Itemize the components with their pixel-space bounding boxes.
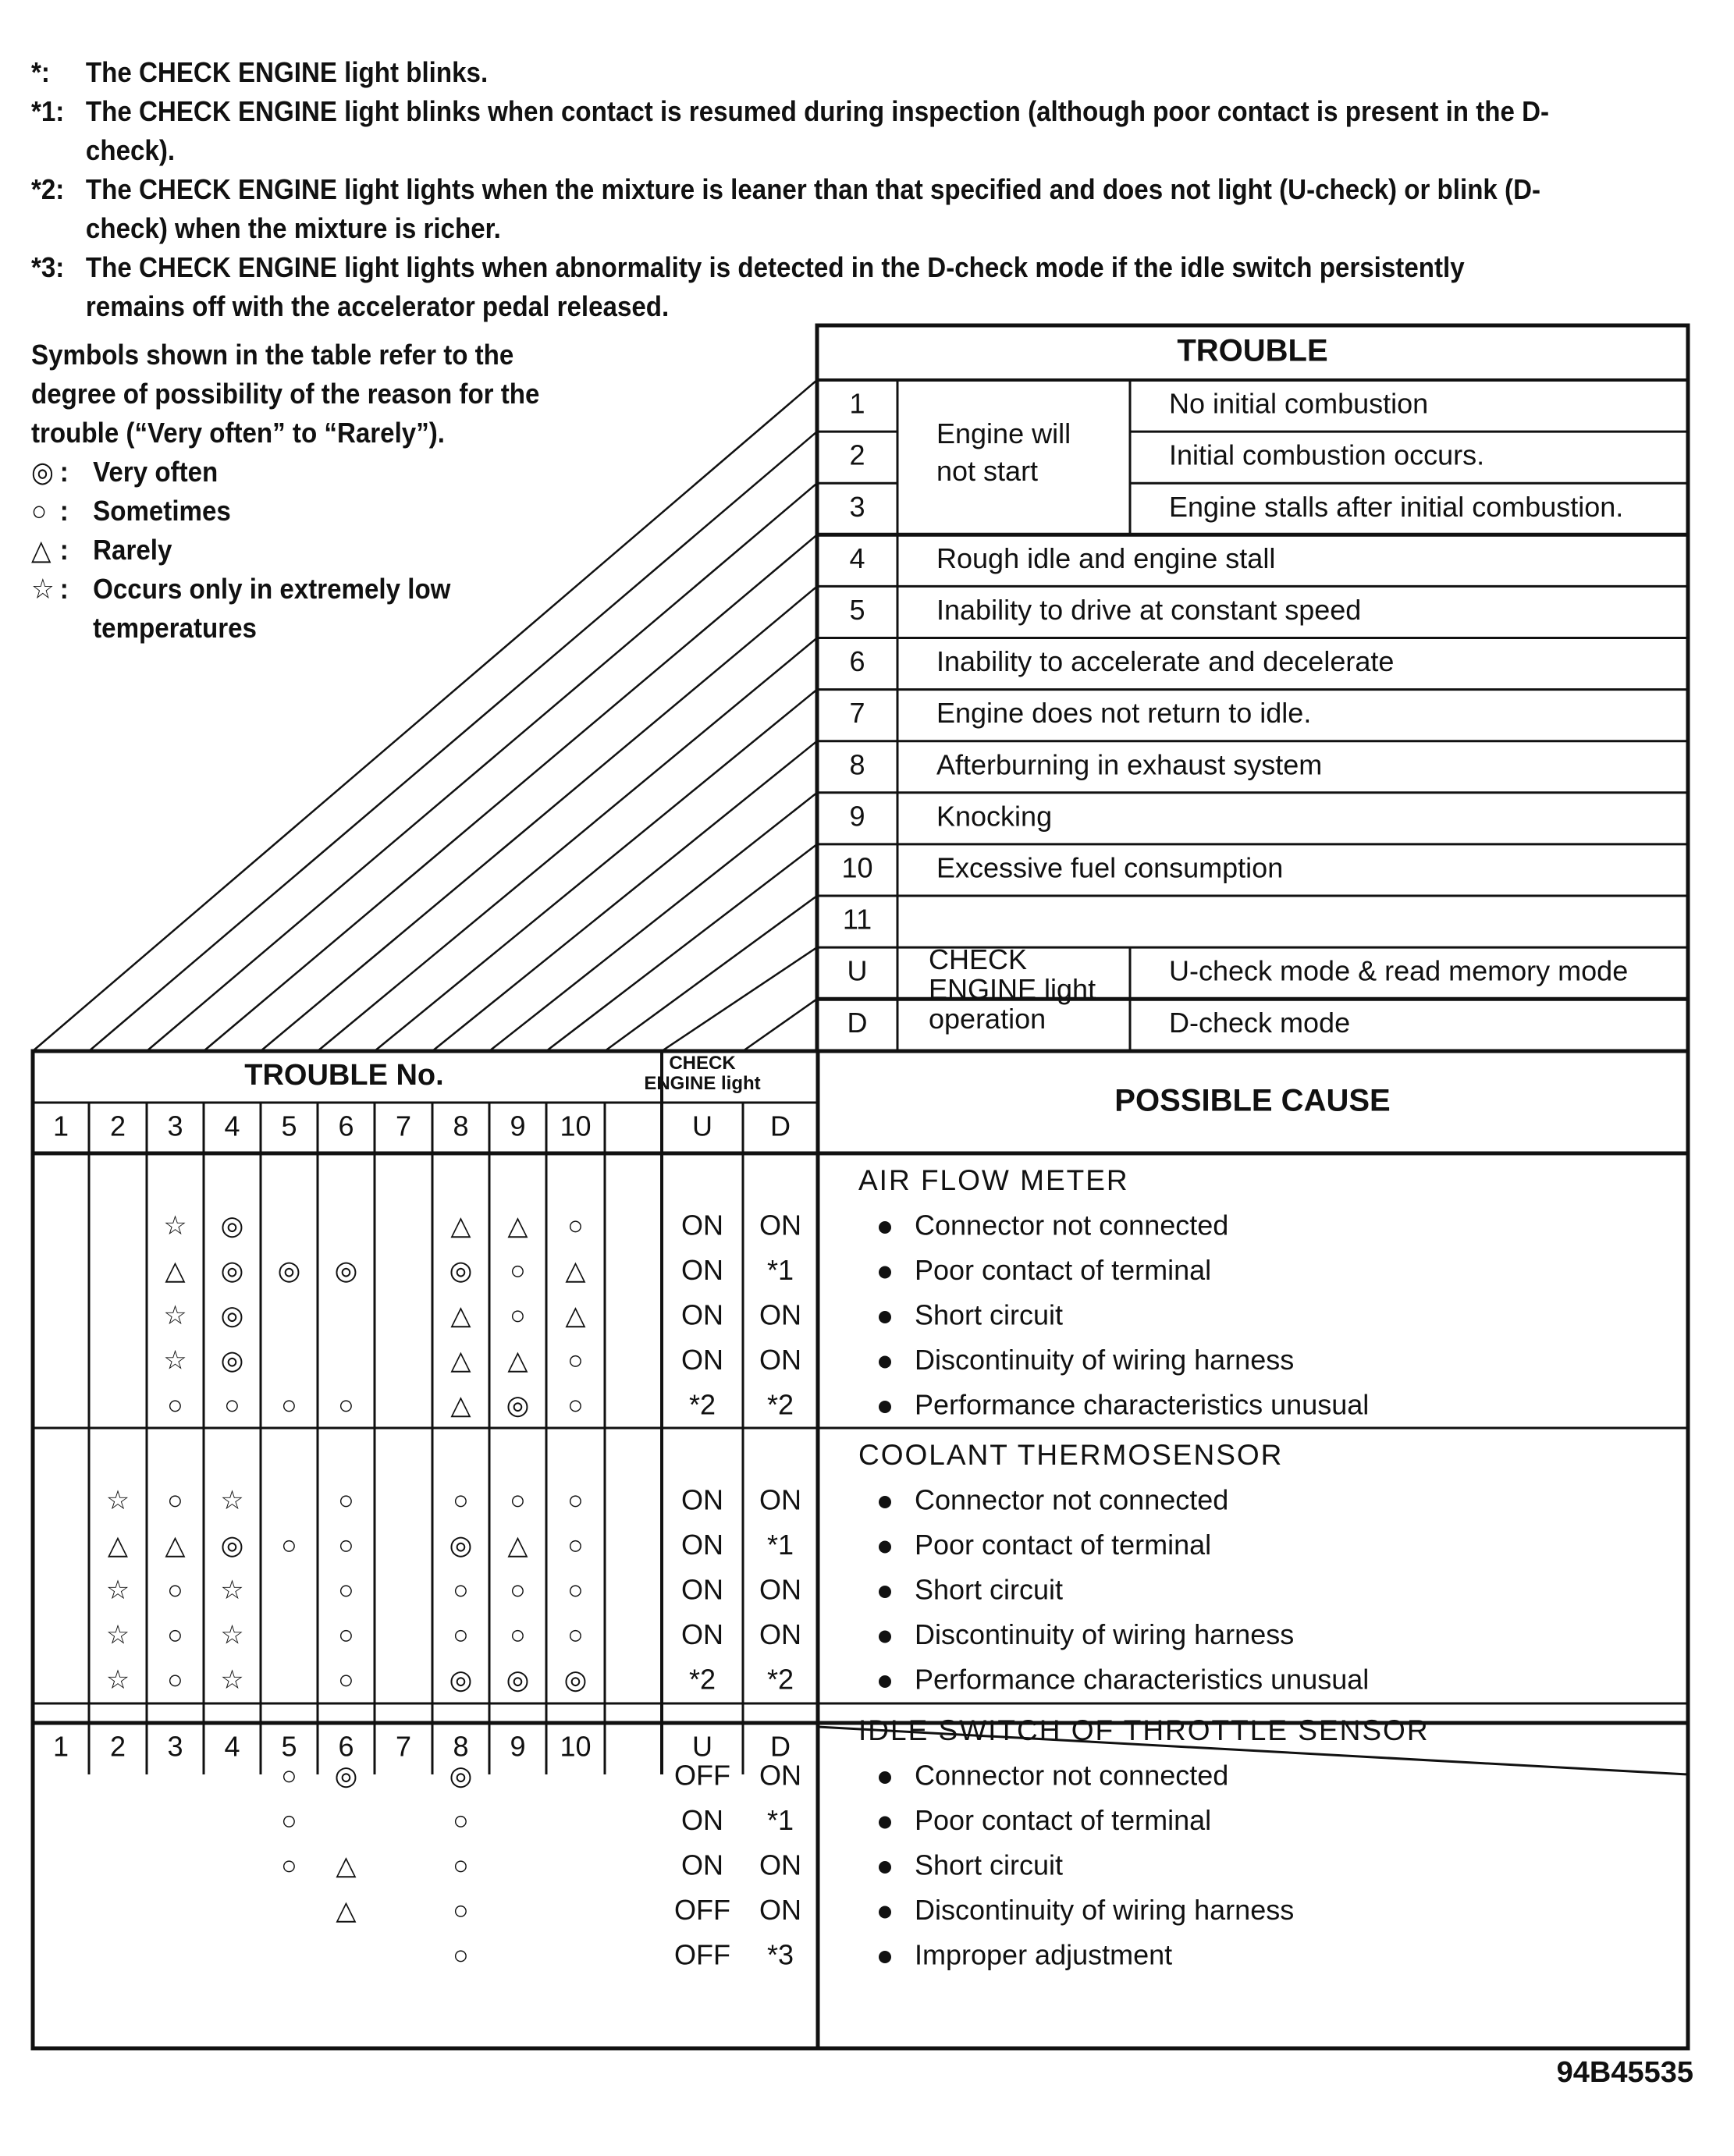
column-footer: 5 xyxy=(281,1730,297,1763)
possible-cause-item: Performance characteristics unusual xyxy=(915,1663,1370,1696)
possibility-mark-icon: ○ xyxy=(567,1485,584,1515)
footnote-text: The CHECK ENGINE light blinks when contact is resumed during inspection (although poor contact is present in the D-check). xyxy=(85,95,1550,166)
possibility-mark-icon: ○ xyxy=(453,1620,469,1650)
column-header: 6 xyxy=(338,1110,354,1142)
footnote-text: The CHECK ENGINE light lights when the mixture is leaner than that specified and does not light (U-check) or blink (D-check) when the mixture is richer. xyxy=(85,173,1541,244)
u-check-value: ON xyxy=(681,1618,723,1651)
possibility-mark-icon: △ xyxy=(450,1210,471,1241)
column-header: 5 xyxy=(281,1110,297,1142)
possibility-mark-icon: ☆ xyxy=(220,1620,244,1650)
trouble-number: 3 xyxy=(849,490,865,523)
d-check-value: *1 xyxy=(766,1529,794,1561)
column-footer: 1 xyxy=(52,1730,69,1763)
possibility-mark-icon: ○ xyxy=(453,1575,469,1605)
possible-cause-item: Connector not connected xyxy=(915,1759,1229,1792)
diagonal-leader xyxy=(375,690,817,1051)
possible-cause-header: POSSIBLE CAUSE xyxy=(1114,1083,1391,1118)
possibility-mark-icon: ☆ xyxy=(163,1210,187,1241)
diagonal-leader xyxy=(432,741,817,1051)
trouble-title: TROUBLE xyxy=(1177,333,1328,368)
footnote-text: The CHECK ENGINE light lights when abnormality is detected in the D-check mode if the idle switch persistently remains off with the accelerator pedal released. xyxy=(85,251,1465,322)
column-footer: 10 xyxy=(560,1730,592,1763)
possibility-mark-icon: ○ xyxy=(567,1210,584,1241)
bullet-icon xyxy=(879,1496,891,1508)
possibility-mark-icon: △ xyxy=(507,1210,528,1241)
column-footer: 8 xyxy=(453,1730,469,1763)
possibility-mark-icon: △ xyxy=(165,1256,186,1286)
possibility-mark-icon: △ xyxy=(107,1530,129,1561)
trouble-number: 8 xyxy=(849,748,865,781)
possibility-mark-icon: ○ xyxy=(167,1390,183,1420)
column-footer: 9 xyxy=(510,1730,526,1763)
bullet-icon xyxy=(879,1221,891,1234)
d-check-value: ON xyxy=(759,1209,801,1241)
bullet-icon xyxy=(879,1541,891,1554)
column-header: 7 xyxy=(395,1110,412,1142)
possibility-mark-icon: ☆ xyxy=(220,1664,244,1695)
light-mode-code: D xyxy=(847,1006,868,1039)
possibility-mark-icon: ○ xyxy=(453,1940,469,1970)
possible-cause-item: Short circuit xyxy=(915,1298,1064,1331)
bullet-icon xyxy=(879,1401,891,1413)
column-footer: 3 xyxy=(167,1730,183,1763)
possibility-mark-icon: △ xyxy=(507,1530,528,1561)
trouble-no-header: TROUBLE No. xyxy=(244,1059,444,1092)
possibility-mark-icon: ○ xyxy=(453,1850,469,1881)
possibility-mark-icon: ◎ xyxy=(334,1760,358,1791)
possibility-mark-icon: ◎ xyxy=(277,1256,301,1286)
legend-intro: Symbols shown in the table refer to the degree of possibility of the reason for the trouble (“Very often” to “Rarely”). xyxy=(31,339,540,449)
possibility-mark-icon: ○ xyxy=(338,1620,354,1650)
d-check-value: ON xyxy=(759,1573,801,1606)
u-check-value: ON xyxy=(681,1849,723,1881)
d-check-value: ON xyxy=(759,1849,801,1881)
trouble-number: 2 xyxy=(849,439,865,471)
possibility-mark-icon: ◎ xyxy=(334,1256,358,1286)
column-footer: 4 xyxy=(224,1730,240,1763)
u-check-value: ON xyxy=(681,1804,723,1837)
d-check-value: *1 xyxy=(766,1804,794,1837)
diagonal-leader xyxy=(546,844,817,1051)
possibility-mark-icon: ○ xyxy=(338,1530,354,1561)
possibility-mark-icon: ○ xyxy=(510,1300,526,1330)
possible-cause-item: Poor contact of terminal xyxy=(915,1254,1212,1287)
possibility-mark-icon: ☆ xyxy=(163,1345,187,1376)
column-footer: 6 xyxy=(338,1730,354,1763)
u-check-value: ON xyxy=(681,1254,723,1287)
possibility-mark-icon: ◎ xyxy=(449,1664,473,1695)
footnote-mark: *: xyxy=(31,56,50,88)
light-mode-description: U-check mode & read memory mode xyxy=(1169,954,1629,987)
column-header: 1 xyxy=(52,1110,69,1142)
diagonal-leader xyxy=(147,483,817,1051)
legend-colon: : xyxy=(59,456,69,488)
trouble-description: Knocking xyxy=(936,800,1053,833)
possibility-mark-icon: ◎ xyxy=(220,1210,244,1241)
possibility-mark-icon: ○ xyxy=(510,1575,526,1605)
column-header: U xyxy=(692,1110,712,1142)
footnote-mark: *2: xyxy=(31,173,65,205)
possibility-mark-icon: ○ xyxy=(510,1485,526,1515)
bullet-icon xyxy=(879,1817,891,1829)
possibility-mark-icon: ○ xyxy=(567,1575,584,1605)
diagonal-leader xyxy=(261,586,817,1051)
possibility-mark-icon: ○ xyxy=(281,1390,297,1420)
d-check-value: *1 xyxy=(766,1254,794,1287)
bullet-icon xyxy=(879,1771,891,1784)
diagonal-leader xyxy=(817,1050,818,1051)
possibility-mark-icon: ○ xyxy=(453,1485,469,1515)
possibility-mark-icon: ◎ xyxy=(220,1530,244,1561)
trouble-description: Initial combustion occurs. xyxy=(1169,439,1485,471)
footnote-mark: *1: xyxy=(31,95,65,127)
possibility-mark-icon: △ xyxy=(565,1256,586,1286)
possible-cause-item: Performance characteristics unusual xyxy=(915,1388,1370,1421)
double-circle-icon: ◎ xyxy=(31,456,54,488)
column-header: 4 xyxy=(224,1110,240,1142)
trouble-description: Inability to drive at constant speed xyxy=(936,593,1362,626)
possible-cause-item: Discontinuity of wiring harness xyxy=(915,1618,1295,1651)
column-footer: U xyxy=(692,1730,712,1763)
d-check-value: *2 xyxy=(766,1388,794,1421)
possibility-mark-icon: ◎ xyxy=(449,1530,473,1561)
legend-label: Very often xyxy=(93,456,219,488)
possibility-mark-icon: ◎ xyxy=(449,1760,473,1791)
possibility-mark-icon: ☆ xyxy=(105,1575,130,1605)
possibility-mark-icon: ○ xyxy=(281,1760,297,1791)
u-check-value: OFF xyxy=(674,1894,730,1927)
possible-cause-item: Short circuit xyxy=(915,1849,1064,1881)
possibility-mark-icon: ◎ xyxy=(220,1345,244,1376)
trouble-description: Excessive fuel consumption xyxy=(936,851,1284,884)
possibility-mark-icon: ☆ xyxy=(105,1664,130,1695)
footnote-text: The CHECK ENGINE light blinks. xyxy=(85,56,489,88)
possibility-mark-icon: ☆ xyxy=(163,1300,187,1330)
possibility-mark-icon: ◎ xyxy=(220,1256,244,1286)
trouble-number: 9 xyxy=(849,800,865,833)
star-icon: ☆ xyxy=(31,573,55,605)
legend-colon: : xyxy=(59,534,69,566)
u-check-value: ON xyxy=(681,1298,723,1331)
possibility-mark-icon: ◎ xyxy=(563,1664,588,1695)
u-check-value: OFF xyxy=(674,1938,730,1971)
legend-colon: : xyxy=(59,573,69,605)
possibility-mark-icon: ☆ xyxy=(105,1485,130,1515)
bullet-icon xyxy=(879,1951,891,1963)
trouble-number: 1 xyxy=(849,387,865,420)
possibility-mark-icon: ○ xyxy=(167,1575,183,1605)
circle-icon: ○ xyxy=(31,495,48,527)
diagonal-leader xyxy=(743,999,817,1051)
column-footer: 2 xyxy=(109,1730,126,1763)
u-check-value: ON xyxy=(681,1483,723,1516)
u-check-value: *2 xyxy=(688,1663,716,1696)
light-mode-code: U xyxy=(847,954,868,987)
column-footer: D xyxy=(770,1730,791,1763)
trouble-description: Inability to accelerate and decelerate xyxy=(936,645,1395,678)
possibility-mark-icon: ○ xyxy=(167,1620,183,1650)
possibility-mark-icon: △ xyxy=(450,1390,471,1420)
possibility-mark-icon: ○ xyxy=(281,1530,297,1561)
possibility-mark-icon: ○ xyxy=(281,1806,297,1836)
possibility-mark-icon: △ xyxy=(336,1850,357,1881)
triangle-icon: △ xyxy=(31,534,52,566)
trouble-number: 5 xyxy=(849,593,865,626)
bullet-icon xyxy=(879,1861,891,1874)
bullet-icon xyxy=(879,1675,891,1688)
d-check-value: ON xyxy=(759,1759,801,1792)
engine-will-not-start-label: Engine will not start xyxy=(936,417,1071,487)
trouble-description: Engine stalls after initial combustion. xyxy=(1169,490,1624,523)
possible-cause-item: Improper adjustment xyxy=(915,1938,1173,1971)
d-check-value: ON xyxy=(759,1894,801,1927)
bullet-icon xyxy=(879,1311,891,1323)
possible-cause-item: Poor contact of terminal xyxy=(915,1804,1212,1837)
trouble-number: 6 xyxy=(849,645,865,678)
column-header: 2 xyxy=(109,1110,126,1142)
legend-label: Sometimes xyxy=(93,495,231,527)
possibility-mark-icon: ○ xyxy=(338,1664,354,1695)
possibility-mark-icon: △ xyxy=(450,1345,471,1376)
possibility-mark-icon: △ xyxy=(165,1530,186,1561)
possibility-mark-icon: △ xyxy=(565,1300,586,1330)
possibility-mark-icon: ○ xyxy=(453,1806,469,1836)
possibility-mark-icon: △ xyxy=(450,1300,471,1330)
legend-label: Rarely xyxy=(93,534,172,566)
diagonal-leader xyxy=(662,947,817,1051)
possible-cause-item: Short circuit xyxy=(915,1573,1064,1606)
check-engine-light-header: CHECK ENGINE light xyxy=(644,1053,761,1094)
bullet-icon xyxy=(879,1631,891,1643)
bullet-icon xyxy=(879,1266,891,1279)
bullet-icon xyxy=(879,1906,891,1919)
footnote-mark: *3: xyxy=(31,251,65,283)
section-title: COOLANT THERMOSENSOR xyxy=(858,1438,1284,1471)
figure-number: 94B45535 xyxy=(1556,2056,1693,2089)
u-check-value: ON xyxy=(681,1573,723,1606)
column-header: D xyxy=(770,1110,791,1142)
possibility-mark-icon: ◎ xyxy=(220,1300,244,1330)
trouble-number: 10 xyxy=(841,851,873,884)
possibility-mark-icon: ○ xyxy=(510,1256,526,1286)
section-title: IDLE SWITCH OF THROTTLE SENSOR xyxy=(858,1714,1430,1746)
possibility-mark-icon: ○ xyxy=(567,1530,584,1561)
d-check-value: ON xyxy=(759,1298,801,1331)
diagonal-leader xyxy=(89,432,817,1051)
possibility-mark-icon: ○ xyxy=(338,1485,354,1515)
bullet-icon xyxy=(879,1356,891,1369)
u-check-value: ON xyxy=(681,1344,723,1376)
d-check-value: ON xyxy=(759,1618,801,1651)
diagonal-leader xyxy=(33,380,817,1051)
d-check-value: *2 xyxy=(766,1663,794,1696)
d-check-value: *3 xyxy=(766,1938,794,1971)
diagonal-leader xyxy=(204,535,817,1051)
d-check-value: ON xyxy=(759,1344,801,1376)
possibility-mark-icon: △ xyxy=(507,1345,528,1376)
possibility-mark-icon: ◎ xyxy=(506,1390,530,1420)
trouble-description: Afterburning in exhaust system xyxy=(936,748,1323,781)
column-header: 10 xyxy=(560,1110,592,1142)
trouble-description: Rough idle and engine stall xyxy=(936,542,1276,574)
possible-cause-item: Connector not connected xyxy=(915,1483,1229,1516)
light-mode-description: D-check mode xyxy=(1169,1006,1351,1039)
possibility-mark-icon: ○ xyxy=(567,1620,584,1650)
possible-cause-item: Poor contact of terminal xyxy=(915,1529,1212,1561)
possibility-mark-icon: ○ xyxy=(338,1390,354,1420)
check-engine-light-operation-label: CHECK ENGINE light operation xyxy=(929,943,1096,1035)
possibility-mark-icon: ○ xyxy=(338,1575,354,1605)
possibility-mark-icon: ○ xyxy=(567,1390,584,1420)
bullet-icon xyxy=(879,1586,891,1598)
possibility-mark-icon: ○ xyxy=(281,1850,297,1881)
possibility-mark-icon: ☆ xyxy=(220,1575,244,1605)
possibility-mark-icon: ◎ xyxy=(506,1664,530,1695)
trouble-number: 4 xyxy=(849,542,865,574)
possibility-mark-icon: ○ xyxy=(224,1390,240,1420)
u-check-value: ON xyxy=(681,1529,723,1561)
diagonal-leader xyxy=(605,896,817,1051)
possibility-mark-icon: ☆ xyxy=(220,1485,244,1515)
legend-colon: : xyxy=(59,495,69,527)
column-header: 9 xyxy=(510,1110,526,1142)
possibility-mark-icon: ◎ xyxy=(449,1256,473,1286)
legend-label: Occurs only in extremely low temperatures xyxy=(93,573,451,644)
column-footer: 7 xyxy=(395,1730,412,1763)
possibility-mark-icon: △ xyxy=(336,1895,357,1926)
possibility-mark-icon: ○ xyxy=(167,1664,183,1695)
trouble-number: 7 xyxy=(849,697,865,730)
possible-cause-item: Connector not connected xyxy=(915,1209,1229,1241)
possibility-mark-icon: ○ xyxy=(567,1345,584,1376)
d-check-value: ON xyxy=(759,1483,801,1516)
trouble-number: 11 xyxy=(842,903,872,936)
column-header: 8 xyxy=(453,1110,469,1142)
possible-cause-item: Discontinuity of wiring harness xyxy=(915,1894,1295,1927)
u-check-value: ON xyxy=(681,1209,723,1241)
possibility-mark-icon: ○ xyxy=(167,1485,183,1515)
possibility-mark-icon: ○ xyxy=(510,1620,526,1650)
possible-cause-item: Discontinuity of wiring harness xyxy=(915,1344,1295,1376)
trouble-description: No initial combustion xyxy=(1169,387,1429,420)
column-header: 3 xyxy=(167,1110,183,1142)
section-title: AIR FLOW METER xyxy=(858,1163,1129,1196)
diagonal-leader xyxy=(489,793,817,1051)
possibility-mark-icon: ☆ xyxy=(105,1620,130,1650)
trouble-description: Engine does not return to idle. xyxy=(936,697,1312,730)
u-check-value: OFF xyxy=(674,1759,730,1792)
possibility-mark-icon: ○ xyxy=(453,1895,469,1926)
u-check-value: *2 xyxy=(688,1388,716,1421)
